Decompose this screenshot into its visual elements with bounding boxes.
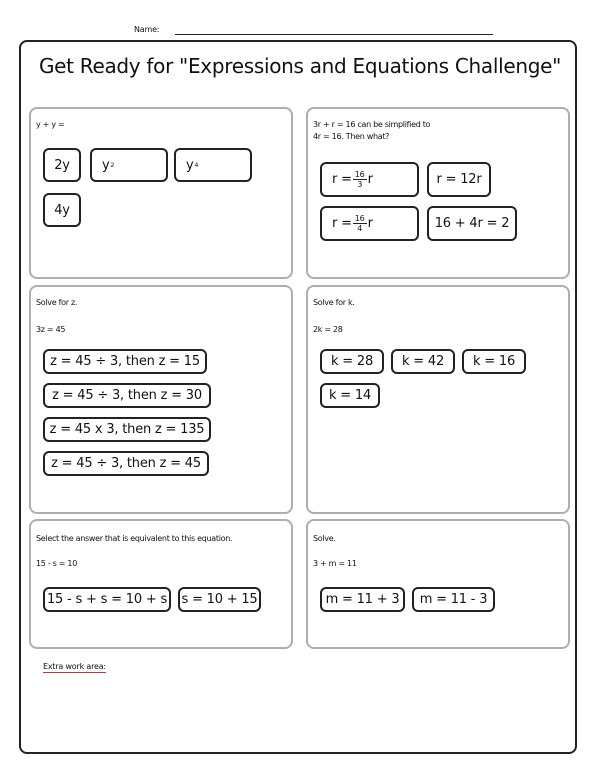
name-row bbox=[0, 25, 600, 39]
answer-option[interactable]: m = 11 + 3 bbox=[320, 587, 405, 612]
fraction bbox=[353, 170, 367, 189]
question-3-prompt: Solve for z. bbox=[36, 298, 78, 307]
answer-option[interactable]: k = 42 bbox=[391, 349, 455, 374]
answer-option[interactable]: 2y bbox=[43, 148, 81, 182]
option-base: y bbox=[102, 157, 110, 173]
answer-option[interactable] bbox=[174, 148, 252, 182]
option-exponent: 4 bbox=[194, 161, 199, 169]
answer-option[interactable]: s = 10 + 15 bbox=[178, 587, 261, 612]
numerator: 16 bbox=[354, 214, 365, 223]
option-prefix: r = bbox=[332, 172, 352, 187]
question-3-equation: 3z = 45 bbox=[36, 325, 66, 334]
question-5-prompt: Select the answer that is equivalent to this equation. bbox=[36, 534, 233, 543]
question-4-equation: 2k = 28 bbox=[313, 325, 343, 334]
question-5 bbox=[29, 519, 293, 649]
answer-option[interactable]: z = 45 ÷ 3, then z = 30 bbox=[43, 383, 211, 408]
answer-option[interactable]: r = 12r bbox=[427, 162, 491, 197]
option-suffix: r bbox=[367, 216, 373, 231]
option-suffix: r bbox=[367, 172, 373, 187]
answer-option[interactable]: 4y bbox=[43, 193, 81, 227]
numerator: 16 bbox=[354, 170, 365, 179]
question-6 bbox=[306, 519, 570, 649]
extra-work-area-label: Extra work area: bbox=[43, 662, 106, 671]
denominator: 3 bbox=[357, 180, 363, 189]
worksheet-title: Get Ready for "Expressions and Equations Challenge" bbox=[38, 54, 562, 78]
answer-option[interactable]: m = 11 - 3 bbox=[412, 587, 495, 612]
question-5-equation: 15 - s = 10 bbox=[36, 559, 77, 568]
fraction bbox=[353, 214, 367, 233]
option-prefix: r = bbox=[332, 216, 352, 231]
answer-option[interactable]: 16 + 4r = 2 bbox=[427, 206, 517, 241]
answer-option[interactable]: k = 16 bbox=[462, 349, 526, 374]
question-6-prompt: Solve. bbox=[313, 534, 336, 543]
answer-option[interactable] bbox=[90, 148, 168, 182]
question-2 bbox=[306, 107, 570, 279]
name-label: Name: bbox=[134, 25, 160, 34]
answer-option[interactable] bbox=[320, 206, 419, 241]
answer-option[interactable]: z = 45 x 3, then z = 135 bbox=[43, 417, 211, 442]
question-2-prompt-line-1: 3r + r = 16 can be simplified to bbox=[313, 120, 431, 129]
answer-option[interactable]: z = 45 ÷ 3, then z = 45 bbox=[43, 451, 209, 476]
question-4 bbox=[306, 285, 570, 514]
question-4-prompt: Solve for k. bbox=[313, 298, 355, 307]
answer-option[interactable]: 15 - s + s = 10 + s bbox=[43, 587, 171, 612]
answer-option[interactable]: z = 45 ÷ 3, then z = 15 bbox=[43, 349, 207, 374]
question-1-prompt: y + y = bbox=[36, 120, 65, 129]
question-3 bbox=[29, 285, 293, 514]
answer-option[interactable]: k = 28 bbox=[320, 349, 384, 374]
denominator: 4 bbox=[357, 224, 363, 233]
question-6-equation: 3 + m = 11 bbox=[313, 559, 357, 568]
name-input-line[interactable] bbox=[175, 34, 493, 35]
answer-option[interactable] bbox=[320, 162, 419, 197]
option-exponent: 2 bbox=[110, 161, 115, 169]
question-1 bbox=[29, 107, 293, 279]
question-2-prompt-line-2: 4r = 16. Then what? bbox=[313, 132, 390, 141]
option-base: y bbox=[186, 157, 194, 173]
answer-option[interactable]: k = 14 bbox=[320, 383, 380, 408]
